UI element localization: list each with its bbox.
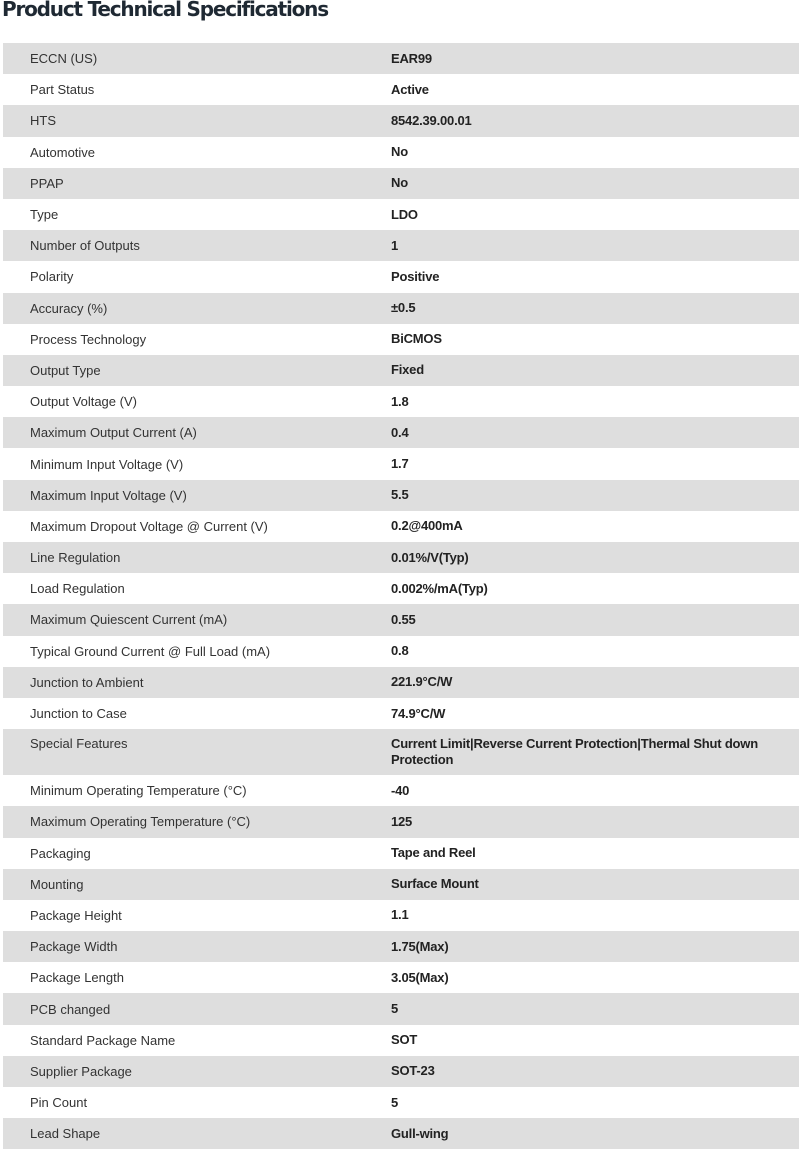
spec-value: LDO [391, 206, 418, 222]
spec-row [3, 993, 799, 1024]
spec-label: Output Type [30, 362, 101, 378]
spec-row [3, 698, 799, 729]
spec-label: Lead Shape [30, 1126, 101, 1142]
spec-table [3, 43, 799, 1149]
spec-label: Number of Outputs [30, 238, 140, 254]
spec-label: Process Technology [30, 331, 147, 347]
spec-label: Output Voltage (V) [30, 394, 137, 410]
spec-value: Current Limit|Reverse Current Protection|Thermal Shut down Protection [391, 736, 758, 768]
spec-row [3, 480, 799, 511]
spec-label: Type [30, 207, 59, 223]
spec-value: 0.4 [391, 424, 409, 440]
spec-value: SOT [391, 1032, 418, 1048]
spec-row [3, 137, 799, 168]
spec-row [3, 230, 799, 261]
spec-value: 125 [391, 813, 413, 829]
spec-row [3, 636, 799, 667]
spec-row [3, 355, 799, 386]
spec-label: Line Regulation [30, 550, 121, 566]
spec-row [3, 806, 799, 837]
spec-label: Package Width [30, 939, 118, 955]
spec-value: ±0.5 [391, 300, 416, 316]
spec-value: 1 [391, 237, 399, 253]
spec-value: Active [391, 81, 429, 97]
spec-row [3, 261, 799, 292]
spec-label: Packaging [30, 845, 91, 861]
spec-row [3, 962, 799, 993]
spec-row [3, 838, 799, 869]
spec-value: 0.2@400mA [391, 518, 463, 534]
spec-value: 0.01%/V(Typ) [391, 549, 469, 565]
spec-label: Minimum Operating Temperature (°C) [30, 783, 247, 799]
spec-value: 1.8 [391, 393, 409, 409]
spec-value: 74.9°C/W [391, 705, 446, 721]
spec-label: Maximum Operating Temperature (°C) [30, 814, 251, 830]
spec-value: 8542.39.00.01 [391, 112, 472, 128]
spec-label: PCB changed [30, 1001, 111, 1017]
spec-value: 1.75(Max) [391, 938, 449, 954]
spec-value: 0.55 [391, 611, 416, 627]
spec-label: Accuracy (%) [30, 300, 108, 316]
spec-row [3, 775, 799, 806]
spec-row [3, 542, 799, 573]
spec-row [3, 74, 799, 105]
spec-row [3, 105, 799, 136]
spec-value: 1.1 [391, 907, 409, 923]
spec-value: 0.002%/mA(Typ) [391, 580, 488, 596]
spec-value: Positive [391, 268, 440, 284]
spec-label: Typical Ground Current @ Full Load (mA) [30, 643, 271, 659]
spec-label: Maximum Quiescent Current (mA) [30, 612, 228, 628]
spec-label: Junction to Case [30, 706, 127, 722]
spec-value: Fixed [391, 362, 424, 378]
spec-row [3, 604, 799, 635]
spec-label: Special Features [30, 736, 128, 752]
spec-row [3, 293, 799, 324]
spec-value: Gull-wing [391, 1125, 449, 1141]
spec-label: Standard Package Name [30, 1032, 176, 1048]
spec-label: HTS [30, 113, 56, 129]
spec-row [3, 199, 799, 230]
spec-label: Minimum Input Voltage (V) [30, 456, 184, 472]
spec-row [3, 324, 799, 355]
spec-label: Automotive [30, 144, 96, 160]
spec-row [3, 417, 799, 448]
spec-value: SOT-23 [391, 1063, 435, 1079]
spec-value: Surface Mount [391, 876, 479, 892]
spec-label: Polarity [30, 269, 74, 285]
spec-row [3, 900, 799, 931]
spec-row [3, 448, 799, 479]
spec-row [3, 1025, 799, 1056]
spec-value: EAR99 [391, 50, 432, 66]
spec-label: Supplier Package [30, 1063, 132, 1079]
spec-label: Package Length [30, 970, 124, 986]
spec-label: Maximum Output Current (A) [30, 425, 197, 441]
spec-label: ECCN (US) [30, 51, 98, 67]
spec-value: 1.7 [391, 456, 409, 472]
spec-row [3, 869, 799, 900]
spec-label: PPAP [30, 175, 64, 191]
spec-label: Pin Count [30, 1095, 88, 1111]
spec-row [3, 43, 799, 74]
spec-row [3, 1087, 799, 1118]
spec-row [3, 168, 799, 199]
spec-label: Maximum Input Voltage (V) [30, 487, 187, 503]
spec-value: 5 [391, 1094, 399, 1110]
spec-row [3, 667, 799, 698]
spec-value: 3.05(Max) [391, 969, 449, 985]
spec-value: 5.5 [391, 487, 409, 503]
spec-value: 221.9°C/W [391, 674, 453, 690]
spec-row [3, 931, 799, 962]
spec-label: Mounting [30, 876, 84, 892]
spec-value: 5 [391, 1001, 399, 1017]
spec-row [3, 1118, 799, 1149]
spec-row [3, 1056, 799, 1087]
spec-label: Junction to Ambient [30, 674, 144, 690]
spec-value: -40 [391, 782, 410, 798]
spec-row [3, 386, 799, 417]
spec-value: BiCMOS [391, 331, 442, 347]
spec-row [3, 511, 799, 542]
spec-row [3, 573, 799, 604]
spec-label: Load Regulation [30, 581, 125, 597]
page-title: Product Technical Specifications [2, 0, 328, 21]
spec-value: Tape and Reel [391, 845, 476, 861]
spec-value: 0.8 [391, 643, 409, 659]
spec-label: Maximum Dropout Voltage @ Current (V) [30, 518, 268, 534]
spec-row [3, 729, 799, 775]
spec-label: Package Height [30, 907, 122, 923]
spec-value: No [391, 175, 408, 191]
spec-label: Part Status [30, 82, 95, 98]
spec-value: No [391, 144, 408, 160]
